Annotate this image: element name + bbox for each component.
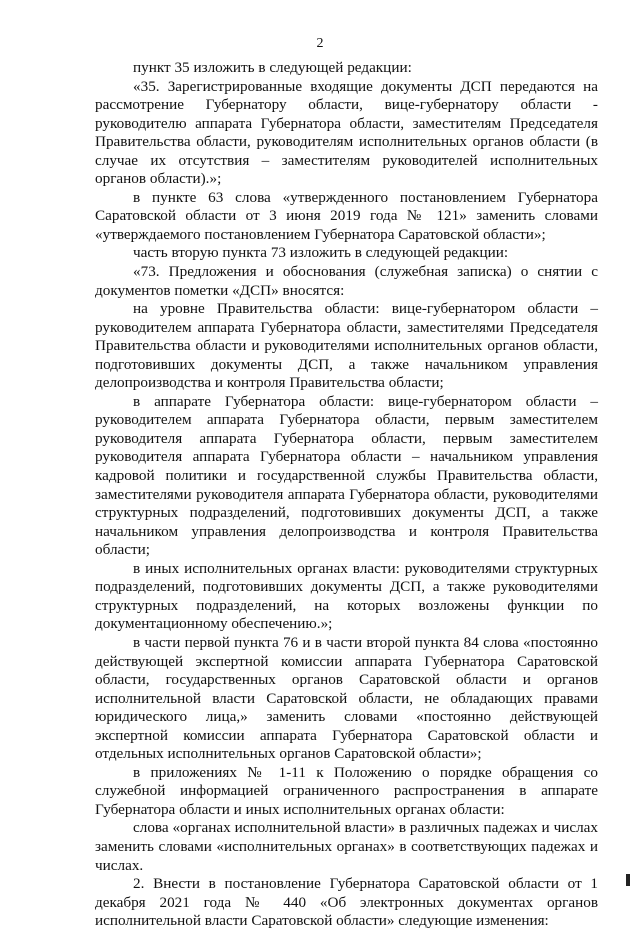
paragraph-1: пункт 35 изложить в следующей редакции: [133,59,412,76]
scan-mark [626,874,630,886]
paragraph-3: в пункте 63 слова «утвержденного постановлением Губернатора Саратовской области от 3 июня 2019 года № 121» заменить словами «утверждаемого постановлением Губернатора Саратовской области»; [95,188,598,243]
document-body [95,59,598,931]
paragraph-5: «73. Предложения и обоснования (служебная записка) о снятии с документов пометки «ДСП» вносятся: [95,263,598,299]
paragraph-7: в аппарате Губернатора области: вице-губернатором области – руководителем аппарата Губернатора области, первым заместителем руководителя аппарата Губернатора области, первым заместителем руководителя аппарата Губернатора области – начальником управления кадровой политики и государственной службы Правительства области, заместителями руководителя аппарата Губернатора области, руководителями структурных подразделений, подготовивших документы ДСП, а также начальником управления делопроизводства и контроля Правительства области; [95,392,598,559]
paragraph-10: в приложениях № 1-11 к Положению о порядке обращения со служебной информацией ограниченного распространения в аппарате Губернатора области и иных исполнительных органах области: [95,763,598,818]
paragraph-11: слова «органах исполнительной власти» в различных падежах и числах заменить словами «исполнительных органах» в соответствующих падежах и числах. [95,819,598,874]
paragraph-2: «35. Зарегистрированные входящие документы ДСП передаются на рассмотрение Губернатору области, вице-губернатору области - руководителю аппарата Губернатора области, заместителям Председателя Правительства области, руководителям исполнительных органов области (в случае их отсутствия – заместителям руководителей исполнительных органов области).»; [95,77,598,188]
paragraph-12: 2. Внести в постановление Губернатора Саратовской области от 1 декабря 2021 года № 440 «Об электронных документах органов исполнительной власти Саратовской области» следующие изменения: [95,875,598,930]
paragraph-8: в иных исполнительных органах власти: руководителями структурных подразделений, подготовивших документы ДСП, а также руководителями структурных подразделений, на которых возложены функции по документационному обеспечению.»; [95,559,598,633]
page-number: 2 [316,36,324,51]
paragraph-9: в части первой пункта 76 и в части второй пункта 84 слова «постоянно действующей экспертной комиссии аппарата Губернатора Саратовской области, государственных органов Саратовской области и органов исполнительной власти Саратовской области, не обладающих правами юридического лица,» заменить словами «постоянно действующей экспертной комиссии аппарата Губернатора Саратовской области и отдельных исполнительных органов Саратовской области»; [95,633,598,763]
paragraph-4: часть вторую пункта 73 изложить в следующей редакции: [133,244,509,262]
paragraph-6: на уровне Правительства области: вице-губернатором области – руководителем аппарата Губернатора области, заместителями Председателя Правительства области и руководителями исполнительных органов области, подготовивших документы ДСП, а также начальником управления делопроизводства и контроля Правительства области; [95,300,598,392]
